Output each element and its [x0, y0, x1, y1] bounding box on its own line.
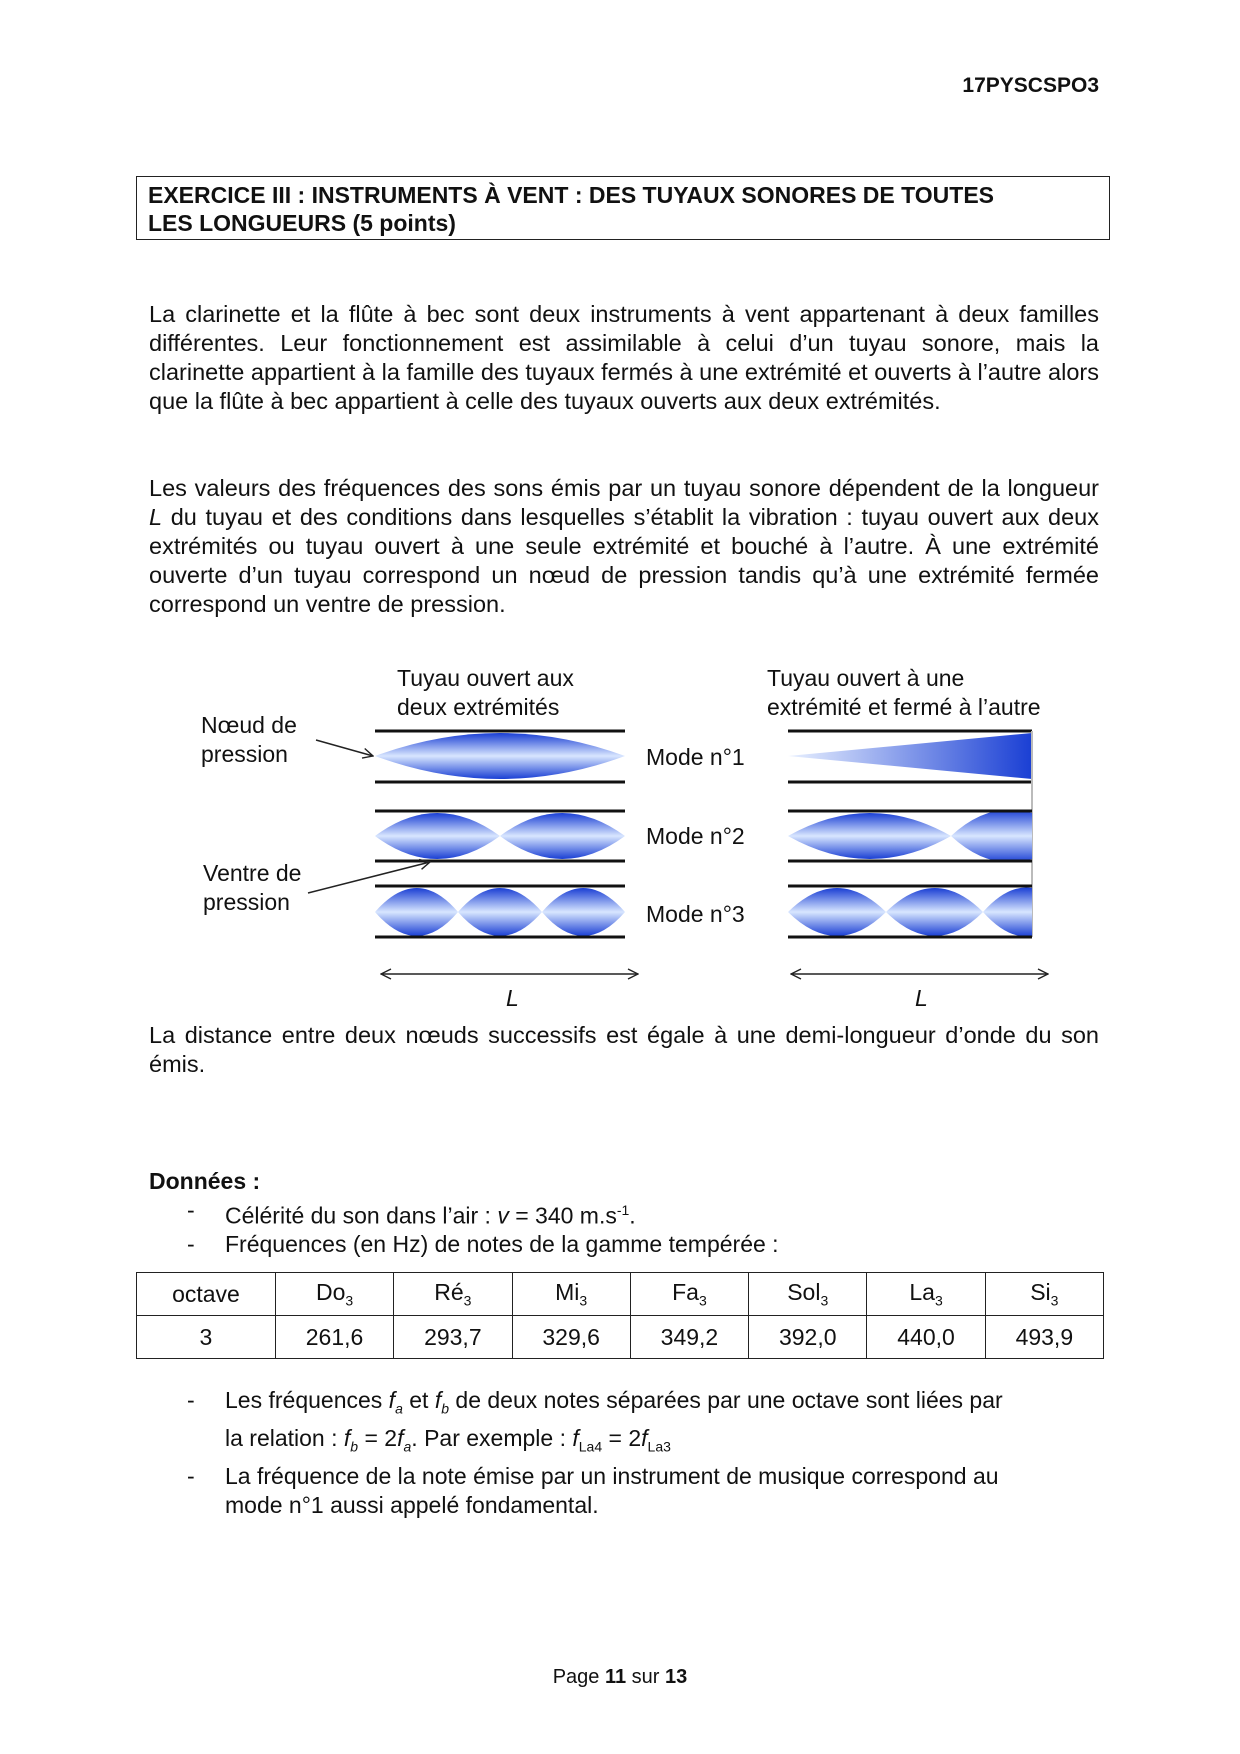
speed-value: = 340 m.s — [508, 1202, 617, 1229]
note-header-mi: $Mi_3$ — [512, 1273, 630, 1316]
open-pipe-mode-1 — [375, 731, 625, 782]
closed-pipe-mode-3-wave-a — [788, 888, 886, 936]
speed-period: . — [629, 1202, 636, 1229]
frequency-cell: 293,7 — [394, 1316, 512, 1359]
frequency-bullet — [149, 1230, 1099, 1259]
antinode-label-line-2: pression — [203, 889, 290, 915]
relations-bullets — [149, 1386, 1099, 1521]
antinode-label-line-1: Ventre de — [203, 860, 302, 886]
data-section-title: Données : — [149, 1168, 261, 1194]
open-pipe-mode-2-wave-a — [375, 813, 500, 859]
left-pipe-title-line-2: deux extrémités — [397, 694, 560, 720]
bullet-dash: - — [187, 1231, 195, 1257]
speed-variable: v — [497, 1202, 509, 1229]
table-row — [137, 1316, 1104, 1359]
speed-bullet — [149, 1196, 1099, 1231]
fundamental-bullet: - La fréquence de la note émise par un instrument de musique correspond au mode n°1 aussi appelé fondamental. — [187, 1463, 999, 1519]
exercise-title-line-1: EXERCICE III : INSTRUMENTS À VENT : DES TUYAUX SONORES DE TOUTES — [148, 182, 995, 208]
length-label-left: L — [506, 985, 519, 1011]
node-label-line-2: pression — [201, 741, 288, 767]
antinode-pointer-arrow — [308, 862, 430, 893]
right-pipe-title-line-1: Tuyau ouvert à une — [767, 665, 965, 691]
frequency-paragraph-end: du tuyau et des conditions dans lesquelles s’établit la vibration : tuyau ouvert aux deux extrémités ou tuyau ouvert à une seule extrémité et bouché à l’autre. À une extrémité ouverte d’un tuyau correspond un nœud de pression tandis qu’à une extrémité fermée correspond un ventre de pression. — [149, 504, 1099, 617]
frequency-cell: 261,6 — [275, 1316, 393, 1359]
note-header-la: $La_3$ — [867, 1273, 985, 1316]
node-distance-paragraph: La distance entre deux nœuds successifs est égale à une demi-longueur d’onde du son émis. — [149, 1022, 1099, 1077]
left-pipe-title-line-1: Tuyau ouvert aux — [397, 665, 574, 691]
frequency-cell: 440,0 — [867, 1316, 985, 1359]
open-pipe-mode-3 — [375, 886, 625, 937]
open-pipe-mode-3-wave-b — [458, 888, 542, 936]
closed-pipe-mode-3-wave-c — [983, 888, 1032, 937]
table-row-octave: 3 — [137, 1316, 276, 1359]
open-pipe-mode-2-wave-b — [500, 813, 625, 859]
frequency-cell: 392,0 — [749, 1316, 867, 1359]
octave-relation-bullet: - Les fréquences $f_a$ et $f_b$ de deux notes séparées par une octave sont liées par la relation : $f_b = 2f_a$. Par exemple : $f_{La4} = 2f_{La3}$ — [187, 1387, 1003, 1455]
bullet-dash: - — [187, 1463, 195, 1490]
page-total: 13 — [665, 1666, 688, 1688]
length-label-right: L — [915, 985, 928, 1011]
length-variable: L — [149, 504, 163, 530]
exercise-title-line-2: LES LONGUEURS (5 points) — [148, 210, 456, 236]
note-header-do: $Do_3$ — [275, 1273, 393, 1316]
note-frequency-table — [136, 1272, 1104, 1359]
frequency-paragraph-start: Les valeurs des fréquences des sons émis par un tuyau sonore dépendent de la longueur — [149, 475, 1099, 501]
note-header-re: $Ré_3$ — [394, 1273, 512, 1316]
page-number: 11 — [604, 1666, 627, 1688]
note-header-si: $Si_3$ — [985, 1273, 1103, 1316]
open-pipe-mode-2 — [375, 811, 625, 861]
open-pipe-mode-1-wave — [375, 733, 625, 779]
speed-label: Célérité du son dans l’air : — [225, 1202, 498, 1229]
table-header-octave: octave — [137, 1273, 276, 1316]
mode-1-label: Mode n°1 — [646, 744, 745, 770]
page-footer: Page 11 sur 13 — [552, 1666, 688, 1688]
closed-pipe-mode-2-wave-a — [788, 813, 951, 859]
note-header-sol: Sol$_3$ — [749, 1273, 867, 1316]
closed-pipe-mode-2-wave-b — [951, 810, 1032, 863]
closed-pipe-mode-1-wave — [788, 733, 1032, 779]
right-pipe-title-line-2: extrémité et fermé à l’autre — [767, 694, 1041, 720]
intro-paragraph: La clarinette et la flûte à bec sont deux instruments à vent appartenant à deux familles différentes. Leur fonctionnement est assimilable à celui d’un tuyau sonore, mais la clarinette appartient à la famille des tuyaux fermés à une extrémité et ouverts à l’autre alors que la flûte à bec appartient à celle des tuyaux ouverts aux deux extrémités. — [149, 301, 1099, 414]
frequency-cell: 493,9 — [985, 1316, 1103, 1359]
speed-exponent: -1 — [616, 1202, 630, 1218]
mode-2-label: Mode n°2 — [646, 823, 745, 849]
document-code: 17PYSCSPO3 — [962, 74, 1099, 97]
bullet-dash: - — [187, 1387, 195, 1413]
frequency-cell: 349,2 — [630, 1316, 748, 1359]
open-pipe-mode-3-wave-a — [375, 888, 458, 936]
frequency-cell: 329,6 — [512, 1316, 630, 1359]
open-pipe-mode-3-wave-c — [542, 888, 625, 936]
bullet-dash: - — [187, 1197, 195, 1223]
note-header-fa: $Fa_3$ — [630, 1273, 748, 1316]
closed-pipe-mode-1 — [788, 731, 1032, 782]
closed-pipe-mode-3-wave-b — [886, 888, 983, 936]
closed-pipe-mode-2 — [788, 810, 1032, 863]
node-label-line-1: Nœud de — [201, 712, 297, 738]
frequency-label: Fréquences (en Hz) de notes de la gamme tempérée : — [225, 1231, 779, 1257]
mode-3-label: Mode n°3 — [646, 901, 745, 927]
table-header-row — [137, 1273, 1104, 1316]
closed-pipe-mode-3 — [788, 886, 1032, 937]
node-pointer-arrow — [316, 740, 373, 756]
